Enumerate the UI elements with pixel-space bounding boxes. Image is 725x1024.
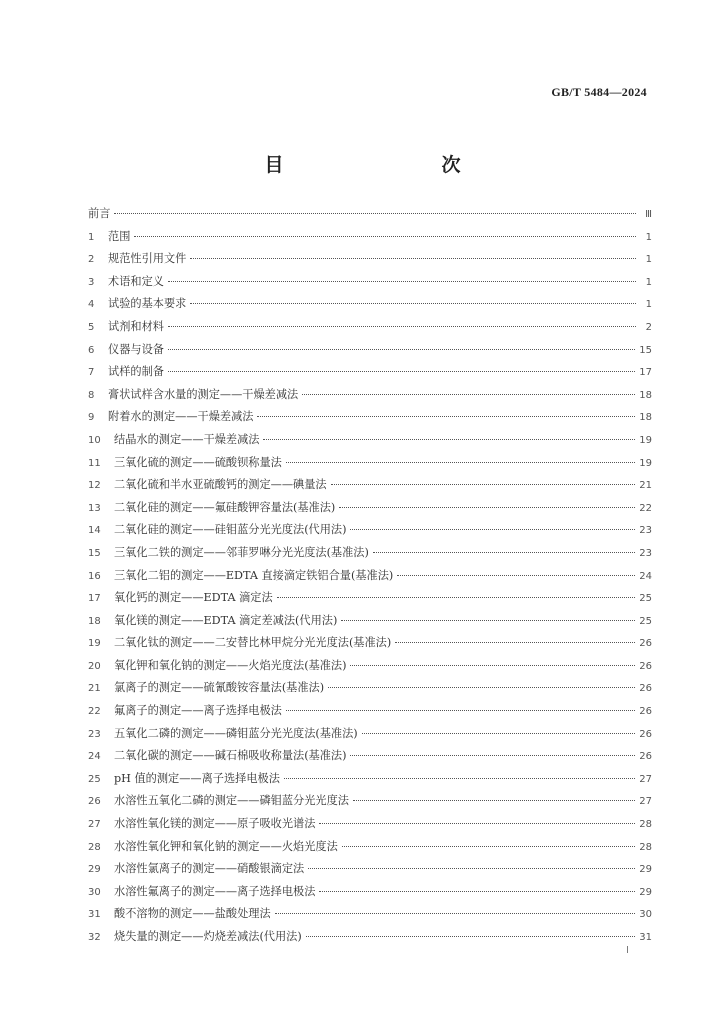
dot-leader <box>373 552 635 553</box>
toc-entry[interactable] <box>88 273 652 296</box>
toc-entry-title: 二氧化硅的测定——氟硅酸钾容量法(基准法) <box>114 500 336 514</box>
toc-entry-page: 27 <box>639 796 652 808</box>
toc-entry[interactable] <box>88 476 652 499</box>
toc-entry-title: 三氧化二铁的测定——邻菲罗啉分光光度法(基准法) <box>114 545 369 559</box>
toc-entry-title: 试样的制备 <box>108 365 164 379</box>
toc-entry-number: 20 <box>88 660 101 672</box>
toc-entry-title: 三氧化二铝的测定——EDTA 直接滴定铁铝合量(基准法) <box>114 568 394 582</box>
toc-entry-number: 15 <box>88 547 101 559</box>
toc-entry-page: 26 <box>639 660 652 672</box>
dot-leader <box>341 620 635 621</box>
toc-entry-title: 氧化镁的测定——EDTA 滴定差减法(代用法) <box>114 613 338 627</box>
table-of-contents <box>88 205 652 951</box>
toc-entry-number: 18 <box>88 615 101 627</box>
toc-entry-number: 14 <box>88 525 101 537</box>
toc-entry-page: 25 <box>639 615 652 627</box>
toc-entry-page: 23 <box>639 525 652 537</box>
toc-entry[interactable] <box>88 454 652 477</box>
toc-entry-page: 27 <box>639 773 652 785</box>
toc-entry-number: 19 <box>88 638 101 650</box>
toc-entry-page: 2 <box>645 321 652 333</box>
toc-entry-title: 水溶性五氧化二磷的测定——磷钼蓝分光光度法 <box>114 794 349 808</box>
toc-entry-number: 11 <box>88 457 101 469</box>
toc-entry[interactable] <box>88 228 652 251</box>
toc-entry-number: 22 <box>88 706 101 718</box>
toc-entry-page: 26 <box>639 638 652 650</box>
toc-entry-number: 7 <box>88 367 95 379</box>
toc-entry-title: 膏状试样含水量的测定——干燥差减法 <box>108 387 299 401</box>
toc-entry-number: 10 <box>88 434 101 446</box>
toc-entry-title: 附着水的测定——干燥差减法 <box>108 410 254 424</box>
toc-entry-title: 二氧化碳的测定——碱石棉吸收称量法(基准法) <box>114 749 347 763</box>
toc-entry-number: 3 <box>88 276 95 288</box>
toc-entry[interactable] <box>88 634 652 657</box>
toc-entry-page: 30 <box>639 909 652 921</box>
toc-entry[interactable] <box>88 860 652 883</box>
toc-entry-page: 1 <box>645 299 652 311</box>
toc-entry-title: 酸不溶物的测定——盐酸处理法 <box>114 907 271 921</box>
dot-leader <box>286 710 635 711</box>
toc-entry-title: 结晶水的测定——干燥差减法 <box>114 432 260 446</box>
dot-leader <box>257 416 635 417</box>
toc-entry-title: 氯离子的测定——硫氰酸铵容量法(基准法) <box>114 681 325 695</box>
toc-entry[interactable] <box>88 295 652 318</box>
toc-entry-number: 21 <box>88 683 101 695</box>
toc-entry-title: 氧化钙的测定——EDTA 滴定法 <box>114 591 273 605</box>
toc-entry-title: 术语和定义 <box>108 274 164 288</box>
toc-entry[interactable] <box>88 838 652 861</box>
toc-entry-page: 22 <box>639 502 652 514</box>
toc-entry-page: Ⅲ <box>645 209 652 220</box>
toc-entry-title: 水溶性氟离子的测定——离子选择电极法 <box>114 884 316 898</box>
dot-leader <box>319 823 635 824</box>
dot-leader <box>339 507 635 508</box>
dot-leader <box>168 371 635 372</box>
toc-entry[interactable] <box>88 363 652 386</box>
dot-leader <box>190 303 636 304</box>
dot-leader <box>350 755 635 756</box>
toc-entry-page: 18 <box>639 389 652 401</box>
toc-entry[interactable] <box>88 905 652 928</box>
toc-entry-title: 前言 <box>88 207 111 220</box>
dot-leader <box>302 394 635 395</box>
toc-entry-page: 28 <box>639 819 652 831</box>
toc-entry-number: 13 <box>88 502 101 514</box>
toc-entry[interactable] <box>88 499 652 522</box>
toc-entry[interactable] <box>88 431 652 454</box>
dot-leader <box>328 687 635 688</box>
toc-entry-title: 氧化钾和氧化钠的测定——火焰光度法(基准法) <box>114 658 347 672</box>
toc-entry-page: 24 <box>639 570 652 582</box>
toc-entry[interactable] <box>88 883 652 906</box>
toc-entry-title: 二氧化钛的测定——二安替比林甲烷分光光度法(基准法) <box>114 636 392 650</box>
toc-entry-title: 水溶性氧化镁的测定——原子吸收光谱法 <box>114 817 316 831</box>
toc-entry[interactable] <box>88 567 652 590</box>
dot-leader <box>168 349 635 350</box>
dot-leader <box>286 462 635 463</box>
toc-entry-page: 26 <box>639 683 652 695</box>
toc-entry-page: 15 <box>639 344 652 356</box>
dot-leader <box>306 936 636 937</box>
toc-entry-number: 12 <box>88 480 101 492</box>
toc-entry-title: 仪器与设备 <box>108 342 164 356</box>
toc-entry-page: 28 <box>639 841 652 853</box>
toc-entry-number: 30 <box>88 886 101 898</box>
toc-entry-page: 25 <box>639 593 652 605</box>
toc-entry-page: 18 <box>639 412 652 424</box>
toc-entry-page: 1 <box>645 254 652 266</box>
toc-entry-number: 26 <box>88 796 101 808</box>
toc-entry-number: 32 <box>88 932 101 943</box>
dot-leader <box>308 868 635 869</box>
toc-entry-title: 烧失量的测定——灼烧差减法(代用法) <box>114 930 302 943</box>
toc-entry-number: 1 <box>88 231 95 243</box>
dot-leader <box>319 891 635 892</box>
toc-entry-number: 6 <box>88 344 95 356</box>
toc-entry[interactable] <box>88 408 652 431</box>
toc-entry-number: 24 <box>88 751 101 763</box>
dot-leader <box>277 597 636 598</box>
toc-entry-title: 水溶性氯离子的测定——硝酸银滴定法 <box>114 862 305 876</box>
toc-entry-title: 三氧化硫的测定——硫酸钡称量法 <box>114 455 282 469</box>
toc-entry-number: 29 <box>88 864 101 876</box>
toc-entry-number: 25 <box>88 773 101 785</box>
toc-entry[interactable] <box>88 679 652 702</box>
toc-entry-number: 31 <box>88 909 101 921</box>
toc-entry-title: 五氧化二磷的测定——磷钼蓝分光光度法(基准法) <box>114 726 358 740</box>
toc-entry-number: 8 <box>88 389 95 401</box>
toc-entry[interactable] <box>88 341 652 364</box>
toc-entry[interactable] <box>88 657 652 680</box>
toc-entry-title: 试验的基本要求 <box>108 297 187 311</box>
toc-entry-page: 26 <box>639 728 652 740</box>
dot-leader <box>168 326 636 327</box>
dot-leader <box>350 665 635 666</box>
toc-entry-page: 1 <box>645 276 652 288</box>
toc-entry-title: 范围 <box>108 229 131 243</box>
toc-entry[interactable] <box>88 770 652 793</box>
toc-entry[interactable] <box>88 521 652 544</box>
toc-entry-page: 1 <box>645 231 652 243</box>
toc-entry-page: 29 <box>639 886 652 898</box>
toc-entry[interactable] <box>88 544 652 567</box>
dot-leader <box>284 778 635 779</box>
page-title: 目 次 <box>264 154 501 176</box>
toc-entry-page: 19 <box>639 457 652 469</box>
dot-leader <box>395 642 635 643</box>
toc-entry-page: 17 <box>639 367 652 379</box>
dot-leader <box>263 439 635 440</box>
toc-entry-title: pH 值的测定——离子选择电极法 <box>114 771 280 785</box>
toc-entry-page: 23 <box>639 547 652 559</box>
dot-leader <box>114 213 636 214</box>
dot-leader <box>190 258 636 259</box>
toc-entry-number: 27 <box>88 819 101 831</box>
toc-entry[interactable] <box>88 702 652 725</box>
toc-entry-title: 二氧化硫和半水亚硫酸钙的测定——碘量法 <box>114 478 327 492</box>
dot-leader <box>331 484 636 485</box>
toc-entry[interactable] <box>88 250 652 273</box>
toc-entry[interactable] <box>88 792 652 815</box>
dot-leader <box>134 236 636 237</box>
toc-entry-number: 16 <box>88 570 101 582</box>
toc-entry-title: 试剂和材料 <box>108 319 164 333</box>
page-number: I <box>626 945 629 956</box>
toc-entry-title: 二氧化硅的测定——硅钼蓝分光光度法(代用法) <box>114 523 347 537</box>
toc-entry[interactable] <box>88 589 652 612</box>
toc-entry-page: 19 <box>639 434 652 446</box>
toc-entry[interactable] <box>88 815 652 838</box>
dot-leader <box>353 800 635 801</box>
toc-entry-number: 2 <box>88 254 95 266</box>
dot-leader <box>168 281 636 282</box>
toc-entry-page: 21 <box>639 480 652 492</box>
toc-entry-page: 26 <box>639 706 652 718</box>
toc-entry[interactable] <box>88 725 652 748</box>
toc-entry[interactable] <box>88 928 652 951</box>
toc-entry[interactable] <box>88 612 652 635</box>
dot-leader <box>397 575 635 576</box>
toc-entry-title: 规范性引用文件 <box>108 252 187 266</box>
toc-entry-number: 28 <box>88 841 101 853</box>
toc-entry-page: 29 <box>639 864 652 876</box>
toc-entry-page: 31 <box>639 932 652 943</box>
toc-entry-number: 9 <box>88 412 95 424</box>
toc-entry-number: 4 <box>88 299 95 311</box>
toc-entry[interactable] <box>88 318 652 341</box>
toc-entry[interactable] <box>88 205 652 228</box>
dot-leader <box>275 913 636 914</box>
standard-code: GB/T 5484—2024 <box>551 85 647 99</box>
toc-entry-page: 26 <box>639 751 652 763</box>
toc-entry-number: 17 <box>88 593 101 605</box>
toc-entry-title: 水溶性氧化钾和氧化钠的测定——火焰光度法 <box>114 839 338 853</box>
dot-leader <box>362 733 636 734</box>
toc-entry-number: 5 <box>88 321 95 333</box>
toc-entry[interactable] <box>88 747 652 770</box>
toc-entry-number: 23 <box>88 728 101 740</box>
dot-leader <box>342 846 636 847</box>
toc-entry-title: 氟离子的测定——离子选择电极法 <box>114 704 282 718</box>
toc-entry[interactable] <box>88 386 652 409</box>
dot-leader <box>350 529 635 530</box>
